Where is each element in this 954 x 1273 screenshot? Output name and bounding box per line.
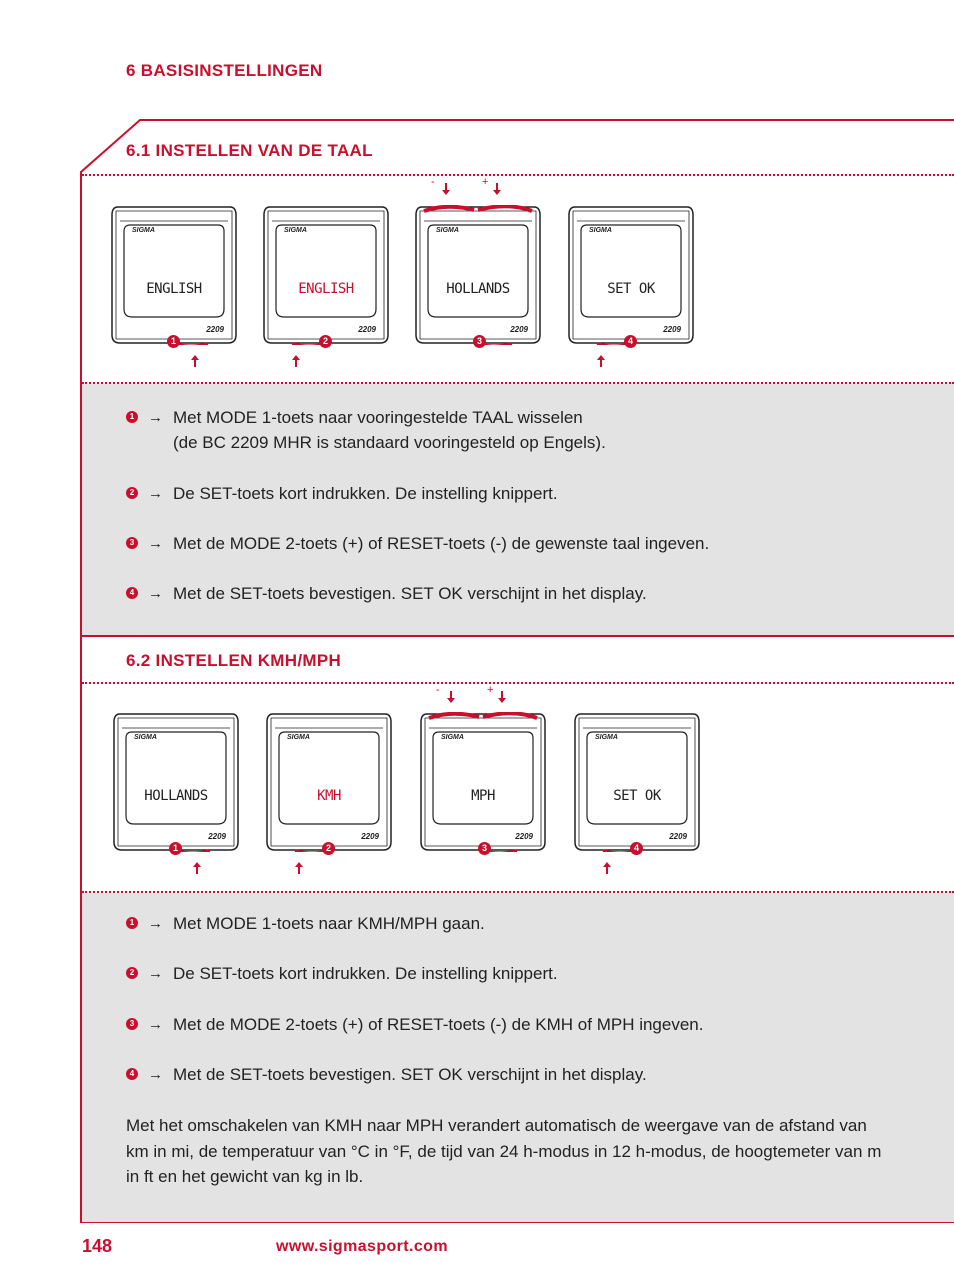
brand-logo: SIGMA (589, 227, 612, 234)
arrow-right-icon: → (148, 965, 163, 982)
lcd-screen-text: HOLLANDS (144, 788, 208, 804)
plus-sign: + (482, 176, 489, 188)
arrow-right-icon: → (148, 915, 163, 932)
brand-logo: SIGMA (284, 227, 307, 234)
step-number-badge: 1 (126, 411, 138, 423)
lcd-screen-text: SET OK (613, 788, 661, 804)
bike-computer-device (414, 205, 542, 345)
model-label: 2209 (358, 325, 376, 334)
device-body-shape (419, 712, 547, 852)
arrow-down-icon (492, 182, 502, 196)
step-number-badge: 4 (630, 842, 643, 855)
step-text: Met MODE 1-toets naar vooringestelde TAAL wisselen (173, 408, 583, 427)
step-text: Met de MODE 2-toets (+) of RESET-toets (-) de KMH of MPH ingeven. (173, 1015, 704, 1034)
plus-sign: + (487, 684, 494, 696)
step-number-badge: 3 (126, 537, 138, 549)
lcd-screen-text: SET OK (607, 281, 655, 297)
device-body-shape (414, 205, 542, 345)
step-number-badge: 4 (126, 1068, 138, 1080)
page-number: 148 (82, 1236, 113, 1256)
model-label: 2209 (208, 832, 226, 841)
step-number-badge: 3 (473, 335, 486, 348)
arrow-up-icon (294, 861, 304, 875)
brand-logo: SIGMA (287, 734, 310, 741)
step-text-continued: (de BC 2209 MHR is standaard vooringesteld op Engels). (173, 433, 606, 452)
device-body-shape (110, 205, 238, 345)
step-number-badge: 3 (478, 842, 491, 855)
bike-computer-device (110, 205, 238, 345)
bike-computer-device (573, 712, 701, 852)
model-label: 2209 (361, 832, 379, 841)
step-text: Met de SET-toets bevestigen. SET OK verschijnt in het display. (173, 584, 647, 603)
arrow-down-icon (446, 690, 456, 704)
footer-url: www.sigmasport.com (276, 1238, 448, 1255)
arrow-right-icon: → (148, 1016, 163, 1033)
dotted-divider (82, 682, 954, 684)
section-divider (81, 635, 954, 637)
lcd-screen-text: KMH (317, 788, 341, 804)
arrow-up-icon (596, 354, 606, 368)
step-number-badge: 1 (167, 335, 180, 348)
model-label: 2209 (515, 832, 533, 841)
arrow-right-icon: → (148, 585, 163, 602)
step-number-badge: 2 (126, 967, 138, 979)
step-number-badge: 2 (126, 487, 138, 499)
step-text: Met de SET-toets bevestigen. SET OK verschijnt in het display. (173, 1065, 647, 1084)
step-number-badge: 4 (624, 335, 637, 348)
lcd-screen-text: ENGLISH (298, 281, 354, 297)
step-text: De SET-toets kort indrukken. De instelling knippert. (173, 964, 558, 983)
brand-logo: SIGMA (595, 734, 618, 741)
step-text: Met MODE 1-toets naar KMH/MPH gaan. (173, 914, 485, 933)
arrow-down-icon (497, 690, 507, 704)
minus-sign: - (436, 684, 440, 696)
device-body-shape (112, 712, 240, 852)
lcd-screen-text: MPH (471, 788, 495, 804)
step-number-badge: 2 (322, 842, 335, 855)
brand-logo: SIGMA (132, 227, 155, 234)
step-number-badge: 3 (126, 1018, 138, 1030)
arrow-right-icon: → (148, 485, 163, 502)
brand-logo: SIGMA (134, 734, 157, 741)
device-body-shape (567, 205, 695, 345)
bike-computer-device (419, 712, 547, 852)
model-label: 2209 (663, 325, 681, 334)
units-note: Met het omschakelen van KMH naar MPH verandert automatisch de weergave van de afstand van km in mi, de temperatuur van °C in °F, de tijd van 24 h-modus in 12 h-modus, de hoogtemeter van m in ft en het gewicht van kg in lb. (126, 1116, 882, 1186)
step-text: De SET-toets kort indrukken. De instelling knippert. (173, 484, 558, 503)
step-number-badge: 4 (126, 587, 138, 599)
arrow-right-icon: → (148, 1066, 163, 1083)
bike-computer-device (262, 205, 390, 345)
chapter-title: 6 BASISINSTELLINGEN (126, 61, 323, 80)
device-body-shape (262, 205, 390, 345)
step-text: Met de MODE 2-toets (+) of RESET-toets (-) de gewenste taal ingeven. (173, 534, 710, 553)
arrow-right-icon: → (148, 535, 163, 552)
brand-logo: SIGMA (441, 734, 464, 741)
step-number-badge: 1 (126, 917, 138, 929)
arrow-up-icon (192, 861, 202, 875)
device-body-shape (573, 712, 701, 852)
bike-computer-device (567, 205, 695, 345)
step-number-badge: 1 (169, 842, 182, 855)
dotted-divider (82, 174, 954, 176)
arrow-down-icon (441, 182, 451, 196)
model-label: 2209 (669, 832, 687, 841)
section-title-units: 6.2 INSTELLEN KMH/MPH (126, 651, 342, 670)
arrow-right-icon: → (148, 409, 163, 426)
step-number-badge: 2 (319, 335, 332, 348)
lcd-screen-text: ENGLISH (146, 281, 202, 297)
lcd-screen-text: HOLLANDS (446, 281, 510, 297)
arrow-up-icon (602, 861, 612, 875)
brand-logo: SIGMA (436, 227, 459, 234)
minus-sign: - (431, 176, 435, 188)
bike-computer-device (112, 712, 240, 852)
bike-computer-device (265, 712, 393, 852)
arrow-up-icon (190, 354, 200, 368)
device-body-shape (265, 712, 393, 852)
model-label: 2209 (206, 325, 224, 334)
model-label: 2209 (510, 325, 528, 334)
section-title-language: 6.1 INSTELLEN VAN DE TAAL (126, 141, 373, 160)
arrow-up-icon (291, 354, 301, 368)
